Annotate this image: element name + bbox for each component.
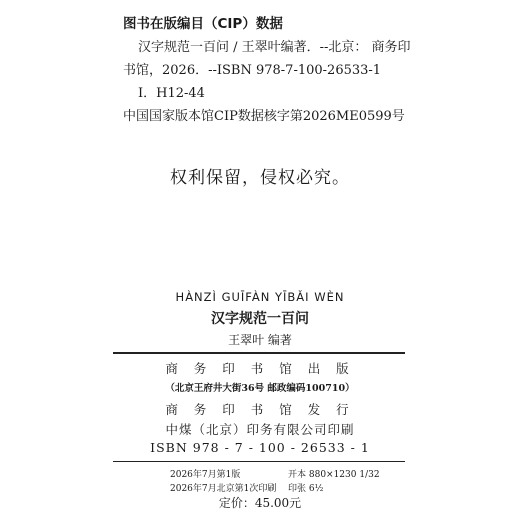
printer: 中煤（北京）印务有限公司印刷	[165, 422, 355, 437]
divider-top	[113, 352, 405, 354]
cip-line-3: Ⅰ．H12-44	[138, 86, 205, 101]
rights-statement: 权利保留，侵权必究。	[170, 168, 350, 188]
isbn: ISBN 978 - 7 - 100 - 26533 - 1	[150, 440, 370, 455]
book-title: 汉字规范一百问	[211, 311, 309, 327]
publisher-address: （北京王府井大街36号 邮政编码100710）	[165, 383, 355, 394]
edition: 2026年7月第1版	[170, 470, 241, 480]
printing: 2026年7月北京第1次印刷	[170, 484, 277, 494]
book-author: 王翠叶 编著	[228, 333, 292, 347]
price: 定价：45.00元	[218, 496, 302, 510]
distributor: 商 务 印 书 馆 发 行	[165, 402, 355, 417]
cip-heading: 图书在版编目（CIP）数据	[123, 16, 283, 32]
sheets: 印张 6½	[288, 484, 324, 494]
cip-line-1: 汉字规范一百问 / 王翠叶编著．--北京： 商务印	[138, 40, 411, 55]
divider-middle	[113, 461, 405, 462]
book-pinyin: HÀNZÌ GUĪFÀN YĪBǍI WÈN	[175, 290, 345, 304]
format: 开本 880×1230 1/32	[288, 470, 380, 480]
cip-line-4: 中国国家版本馆CIP数据核字第2026ME0599号	[123, 109, 405, 124]
publisher-name: 商 务 印 书 馆 出 版	[165, 361, 355, 376]
cip-line-2: 书馆，2026．--ISBN 978-7-100-26533-1	[123, 63, 382, 78]
